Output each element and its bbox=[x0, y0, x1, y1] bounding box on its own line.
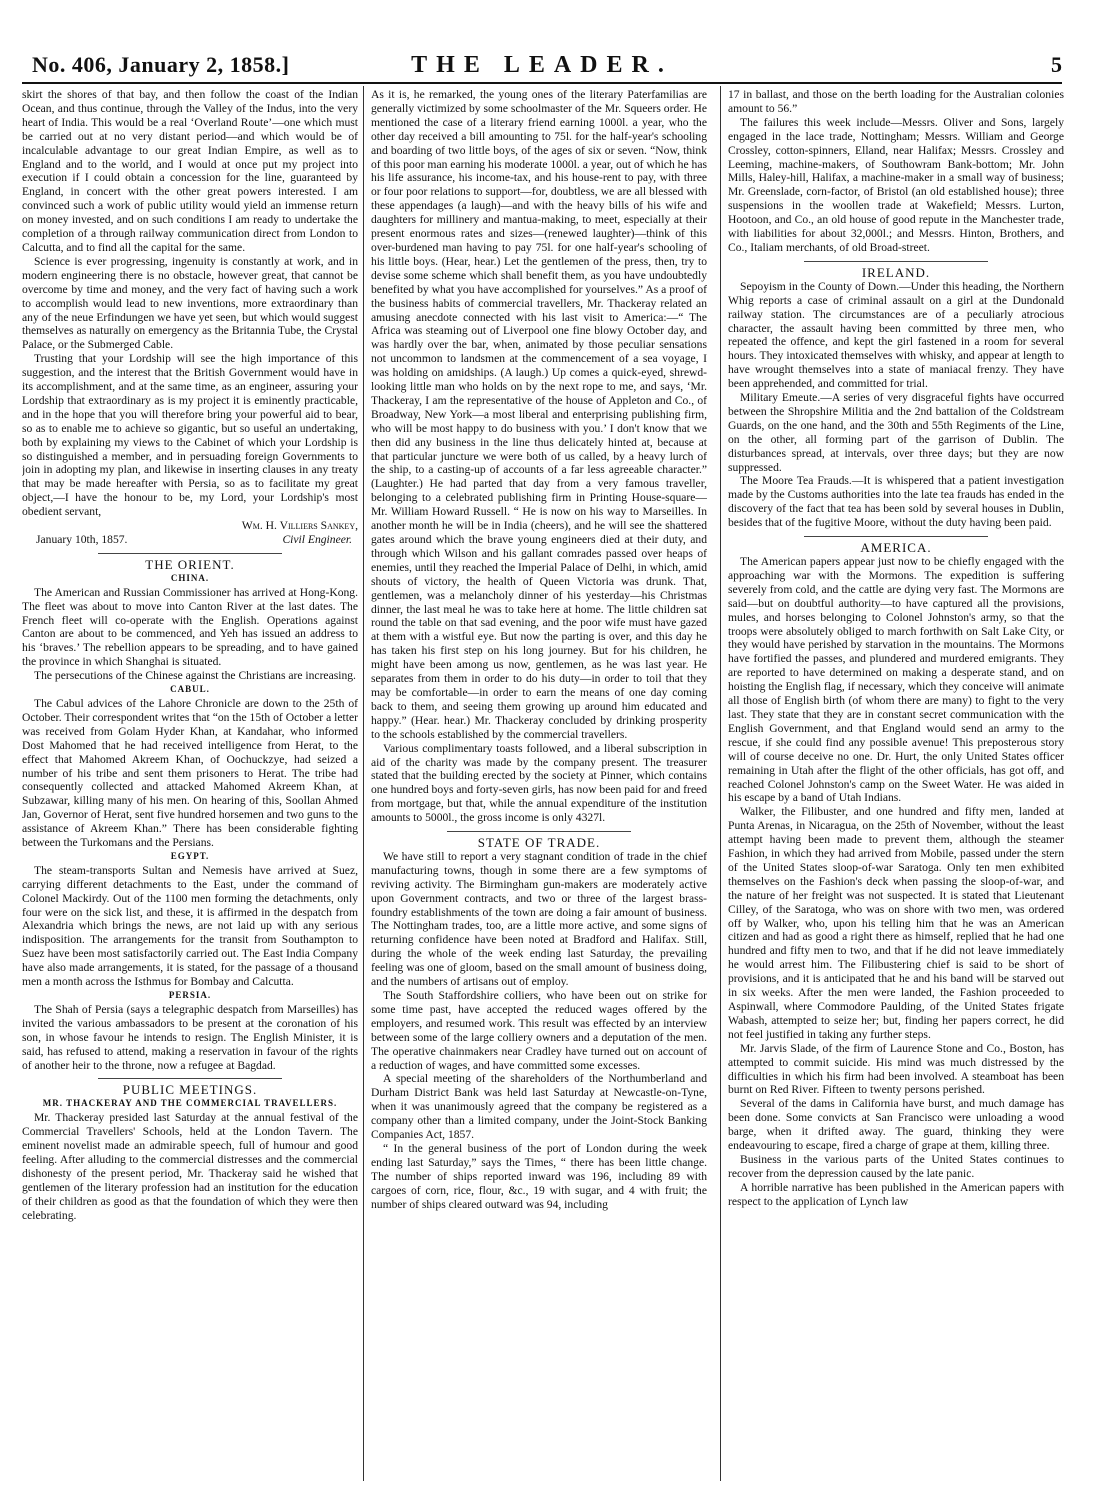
subsection-heading: CHINA. bbox=[170, 572, 210, 583]
paragraph: The South Staffordshire colliers, who have been out on strike for some time past, have accepted the reduced wages offered by the employers, and resumed work. This result was effected by an interview between some of the large colliery owners and a deputation of the men. The operative chainmakers near Cradley have turned out on account of a reduction of wages, and have committed some excesses. bbox=[371, 989, 707, 1072]
signer-title: Civil Engineer. bbox=[282, 533, 352, 546]
section-rule bbox=[804, 261, 989, 262]
issue-line: No. 406, January 2, 1858.] bbox=[32, 52, 290, 77]
column-divider bbox=[720, 86, 721, 1481]
section-heading: AMERICA. bbox=[860, 540, 932, 556]
paragraph: The Cabul advices of the Lahore Chronicle are down to the 25th of October. Their correspondent writes that “on the 15th of October a letter was received from Golam Hyder Khan, at Kandahar, who informed Dost Mahomed that he had received intelligence from Herat, to the effect that Mahomed Akreem Khan, of Oochuckzye, had seized a number of his tribe and sent them prisoners to Herat. The tribe had consequently collected and attacked Mahomed Akreem Khan, at Subzawar, killing many of his men. On hearing of this, Soollan Ahmed Jan, Governor of Herat, sent five hundred horsemen and two guns to the assistance of Akreem Khan.” There has been considerable fighting between the Turkomans and the Persians. bbox=[22, 696, 358, 850]
paragraph: The Shah of Persia (says a telegraphic despatch from Marseilles) has invited the various ambassadors to be present at the coronation of his son, in whose favour he intends to resign. The English Minister, it is said, has refused to attend, making a reservation in favour of the rights of another heir to the throne, now a refugee at Bagdad. bbox=[22, 1002, 358, 1072]
newspaper-title: THE LEADER. bbox=[411, 52, 673, 78]
section-heading: PUBLIC MEETINGS. bbox=[122, 1082, 258, 1098]
paragraph: The Moore Tea Frauds.—It is whispered that a patient investigation made by the Customs authorities into the late tea frauds has ended in the discovery of the fact that tea has been sold by several houses in Dublin, besides that of the fugitive Moore, without the duty having been paid. bbox=[728, 474, 1064, 530]
paragraph: Trusting that your Lordship will see the high importance of this suggestion, and the interest that the British Government would have in its accomplishment, and at the same time, as an engineer, assuring your Lordship that extraordinary as is my project it is eminently practicable, and in the hope that you will therefore bring your powerful aid to bear, so as to enable me to achieve so gigantic, but so useful an undertaking, both by explaining my views to the Cabinet of which your Lordship is so distinguished a member, and in persuading foreign Governments to join in adopting my plan, and likewise in inserting clauses in any treaty that may be made hereafter with Persia, so as to facilitate my great object,—I have the honour to be, my Lord, your Lordship's most obedient servant, bbox=[22, 352, 358, 519]
paragraph: We have still to report a very stagnant condition of trade in the chief manufacturing towns, though in some there are a few symptoms of reviving activity. The Birmingham gun-makers are moderately active upon Government contracts, and two or three of the largest brass-foundry establishments of the town are doing a fair amount of business. The Nottingham trades, too, are a little more active, and some signs of returning confidence have been noted at Bradford and Halifax. Still, during the whole of the week ending last Saturday, the prevailing feeling was one of gloom, based on the small amount of business doing, and the numbers of artisans out of employ. bbox=[371, 849, 707, 989]
section-rule bbox=[447, 831, 632, 832]
paragraph: Mr. Thackeray presided last Saturday at the annual festival of the Commercial Travellers' Schools, held at the London Tavern. The eminent novelist made an admirable speech, full of humour and good feeling. After alluding to the commercial distresses and the commercial dishonesty of the present period, Mr. Thackeray said he wished that gentlemen of the literary profession had an institution for the education of their children as good as that the foundation of which they were then celebrating. bbox=[22, 1111, 358, 1222]
paragraph: Business in the various parts of the United States continues to recover from the depression caused by the late panic. bbox=[728, 1152, 1064, 1180]
section-rule bbox=[98, 553, 283, 554]
paragraph: The persecutions of the Chinese against the Christians are increasing. bbox=[34, 669, 356, 683]
column-divider bbox=[363, 86, 364, 1481]
column-2 bbox=[371, 88, 707, 1478]
section-heading: STATE OF TRADE. bbox=[477, 835, 601, 851]
column-3 bbox=[728, 88, 1064, 1478]
subsection-heading: MR. THACKERAY AND THE COMMERCIAL TRAVELLERS. bbox=[42, 1098, 338, 1109]
paragraph: A horrible narrative has been published in the American papers with respect to the application of Lynch law bbox=[728, 1180, 1064, 1208]
paragraph: The failures this week include—Messrs. Oliver and Sons, largely engaged in the lace trade, Nottingham; Messrs. William and George Crossley, cotton-spinners, Elland, near Halifax; Messrs. Crossley and Leeming, machine-makers, of Southowram Bank-bottom; Mr. John Mills, Haley-hill, Halifax, a machine-maker in a small way of business; Mr. Greenslade, corn-factor, of Bristol (an old established house); three suspensions in the woollen trade at Wakefield; Messrs. Lurton, Hootoon, and Co., an old house of good repute in the Manchester trade, with liabilities for about 32,000l.; and Messrs. Hinton, Brothers, and Co., Italiam merchants, of old Broad-street. bbox=[728, 115, 1064, 254]
paragraph: Mr. Jarvis Slade, of the firm of Laurence Stone and Co., Boston, has attempted to commit suicide. His mind was much distressed by the difficulties in which his firm had been involved. A steamboat has been burnt on Red River. Fifteen to twenty persons perished. bbox=[728, 1041, 1064, 1097]
column-1 bbox=[22, 88, 358, 1478]
paragraph: skirt the shores of that bay, and then follow the coast of the Indian Ocean, and thus continue, through the Valley of the Indus, into the very heart of India. This would be a real ‘Overland Route’—one which must be carried out at no very distant period—and which would be of incalculable advantage to our great Indian Empire, as well as to England and to the world, and I would at once put my project into execution if I could obtain a concession for the line, guaranteed by England, in concert with the other great powers interested. I am convinced such a work of public utility would yield an immense return on money invested, and on such conditions I am ready to undertake the completion of a through railway communication direct from London to Calcutta, and to find all the capital for the same. bbox=[22, 88, 358, 254]
paragraph: As it is, he remarked, the young ones of the literary Paterfamilias are generally victimized by some schoolmaster of the Mr. Squeers order. He mentioned the case of a literary friend earning 1000l. a year, who the other day received a bill amounting to 75l. for the half-year's schooling and boarding of two little boys, of the ages of six or seven. “Now, think of this poor man earning his moderate 1000l. a year, out of which he has his life assurance, his income-tax, and his house-rent to pay, with three or four poor relations to support—for, doubtless, we are all blessed with these appendages (a laugh)—and with the heavy bills of his wife and daughters for millinery and mantua-making, to meet, especially at their present enormous rates and sizes—(renewed laughter)—think of this over-burdened man having to pay 75l. for one half-year's schooling of his little boys. (Hear, hear.) Let the gentlemen of the press, then, try to devise some scheme which shall benefit them, as you have undoubtedly benefited by what you have accomplished for yourselves.” As a proof of the business habits of commercial travellers, Mr. Thackeray related an amusing anecdote connected with his last visit to America:—“ The Africa was steaming out of Liverpool one fine blowy October day, and was hardly over the bar, when, animated by those peculiar sensations not uncommon to landsmen at the commencement of a sea voyage, I was holding on amidships. (A laugh.) Up comes a quick-eyed, shrewd-looking little man who holds on by the next rope to me, and says, ‘Mr. Thackeray, I am the representative of the house of Appleton and Co., of Broadway, New York—a most liberal and enterprising publishing firm, who will be most happy to do business with you.’ I don't know that we then did any business in the line thus delicately hinted at, because at that particular juncture we were both of us called, by a heavy lurch of the ship, to a casting-up of accounts of a far less agreeable character.” (Laughter.) He had parted that day from a very famous traveller, belonging to a celebrated publishing firm in Printing House-square—Mr. William Howard Russell. “ He is now on his way to Marseilles. In another month he will be in India (cheers), and he will see the shattered gates around which the brave young engineers died at their duty, and through which Wilson and his gallant comrades passed over heaps of enemies, until they reached the Imperial Palace of Delhi, in which, amid shouts of victory, the health of Queen Victoria was drunk. That, gentlemen, was a melancholy dinner of his yesterday—his Christmas dinner, the last meal he was to take here at home. The little children sat round the table on that sad evening, and the poor wife must have gazed at them with a wistful eye. But now the parting is over, and this day he has taken his first step on his long journey. But for his children, he might have been among us now, gentlemen, as he was last year. He separates from them in order to do his duty—in order to toil that they may be comfortable—in order to earn the means of one day coming back to them, and seeing them growing up around him educated and happy.” (Hear. hear.) Mr. Thackeray concluded by drinking prosperity to the schools established by the commercial travellers. bbox=[371, 88, 707, 741]
subsection-heading: CABUL. bbox=[170, 684, 210, 695]
paragraph: “ In the general business of the port of London during the week ending last Saturday,” says the Times, “ there has been little change. The number of ships reported inward was 196, including 89 with cargoes of corn, rice, flour, &c., 19 with sugar, and 4 with fruit; the number of ships cleared outward was 94, including bbox=[371, 1141, 707, 1211]
signature: Wm. H. Villiers Sankey, bbox=[241, 519, 358, 533]
paragraph: The American and Russian Commissioner has arrived at Hong-Kong. The fleet was about to move into Canton River at the last dates. The French fleet will co-operate with the English. Operations against Canton are about to be commenced, and Yeh has issued an address to his ‘braves.’ The rebellion appears to be spreading, and to have gained the province in which Shanghai is situated. bbox=[22, 585, 358, 669]
page-number: 5 bbox=[1051, 52, 1062, 77]
section-rule bbox=[98, 1078, 283, 1079]
subsection-heading: EGYPT. bbox=[170, 850, 210, 861]
subsection-heading: PERSIA. bbox=[168, 990, 212, 1000]
paragraph: Walker, the Filibuster, and one hundred and fifty men, landed at Punta Arenas, in Nicaragua, on the 25th of November, without the least attempt having been made to prevent them, although the steamer Fashion, in which they had arrived from Mobile, passed under the stern of the United States sloop-of-war Saratoga. Only ten men exhibited themselves on the Fashion's deck when passing the sloop-of-war, and the nature of her freight was not suspected. It is stated that Lieutenant Cilley, of the Saratoga, who was on shore with two men, was ordered off by Walker, who, upon his telling him that he was an American citizen and had as good a right there as himself, replied that he had one hundred and fifty men to two, and that if he did not leave immediately he would arrest him. The Filibustering chief is said to be short of provisions, and it is anticipated that he and his band will be starved out in six weeks. After the men were landed, the Fashion proceeded to Aspinwall, where Commodore Paulding, of the United States frigate Wabash, attempted to seize her; but, finding her papers correct, he did not feel justified in taking any further steps. bbox=[728, 805, 1064, 1041]
section-heading: IRELAND. bbox=[861, 264, 931, 280]
paragraph: Several of the dams in California have burst, and much damage has been done. Some convicts at San Francisco were unloading a wood barge, when it drifted away. The guard, thinking they were endeavouring to escape, fired a charge of grape at them, killing three. bbox=[728, 1097, 1064, 1153]
paragraph: Science is ever progressing, ingenuity is constantly at work, and in modern engineering there is no obstacle, however great, that cannot be overcome by time and money, and the very fact of having such a work to accomplish would lead to new inventions, more extraordinary than any of the neue Erfindungen we have yet seen, but which would suggest themselves as naturally on emergency as the Britannia Tube, the Crystal Palace, or the Submerged Cable. bbox=[22, 254, 358, 352]
paragraph: Various complimentary toasts followed, and a liberal subscription in aid of the charity was made by the company present. The treasurer stated that the building erected by the society at Pinner, which contains one hundred boys and forty-seven girls, has now been paid for and freed from mortgage, but that, while the annual expenditure of the institution amounts to 5000l., the gross income is only 4327l. bbox=[371, 741, 707, 825]
paragraph: 17 in ballast, and those on the berth loading for the Australian colonies amount to 56.” bbox=[728, 88, 1064, 115]
paragraph: The American papers appear just now to be chiefly engaged with the approaching war with the Mormons. The expedition is suffering severely from cold, and the cattle are dying very fast. The Mormons are said—but on doubtful authority—to have captured all the provisions, mules, and horses belonging to Colonel Johnston's army, so that the troops were absolutely obliged to march forthwith on Salt Lake City, or they would have perished by starvation in the mountains. The Mormons have fortified the passes, and plundered and murdered emigrants. They are reported to have determined on making a desperate stand, and on hoisting the English flag, if necessary, which they conceive will animate all those of English birth (of whom there are many) to fight to the very last. They state that they are in constant secret communication with the English Government, and that England would send an army to the rescue, if she could find any possible avenue! This preposterous story will of course deceive no one. Dr. Hurt, the only United States officer remaining in Utah after the flight of the other officials, has got off, and reached Colonel Johnston's camp on the Sweet Water. He was aided in his escape by a band of Utah Indians. bbox=[728, 555, 1064, 805]
paragraph: The steam-transports Sultan and Nemesis have arrived at Suez, carrying different detachments to the East, under the command of Colonel Mackirdy. Out of the 1100 men forming the detachments, only four were on the sick list, and these, it is affirmed in the despatch from Alexandria which brings the news, are not laid up with any serious indisposition. The arrangements for the transit from Southampton to Suez have been most satisfactorily carried out. The East India Company have also made arrangements, it is stated, for the passage of a thousand men a month across the Isthmus for Bombay and Calcutta. bbox=[22, 863, 358, 989]
paragraph: Sepoyism in the County of Down.—Under this heading, the Northern Whig reports a case of criminal assault on a girl at the Dundonald railway station. The circumstances are of a peculiarly atrocious character, the assault having been committed by three men, who repeated the offence, and kept the girl fastened in a room for several hours. They intoxicated themselves with whisky, and appear at length to have wrought themselves into a state of maniacal frenzy. They have been apprehended, and committed for trial. bbox=[728, 279, 1064, 391]
section-rule bbox=[804, 536, 989, 537]
paragraph: A special meeting of the shareholders of the Northumberland and Durham District Bank was held last Saturday at Newcastle-on-Tyne, when it was unanimously agreed that the company be registered as a company other than a limited company, under the Joint-Stock Banking Companies Act, 1857. bbox=[371, 1072, 707, 1142]
letter-date: January 10th, 1857. bbox=[36, 533, 128, 546]
section-heading: THE ORIENT. bbox=[145, 556, 235, 572]
header-rule bbox=[22, 82, 1062, 84]
signature-row bbox=[22, 533, 358, 547]
paragraph: Military Emeute.—A series of very disgraceful fights have occurred between the Shropshire Militia and the 2nd battalion of the Coldstream Guards, on the one hand, and the 30th and 55th Regiments of the Line, on the other, all forming part of the garrison of Dublin. The disturbances spread, at intervals, over three days; but they are now suppressed. bbox=[728, 391, 1064, 474]
